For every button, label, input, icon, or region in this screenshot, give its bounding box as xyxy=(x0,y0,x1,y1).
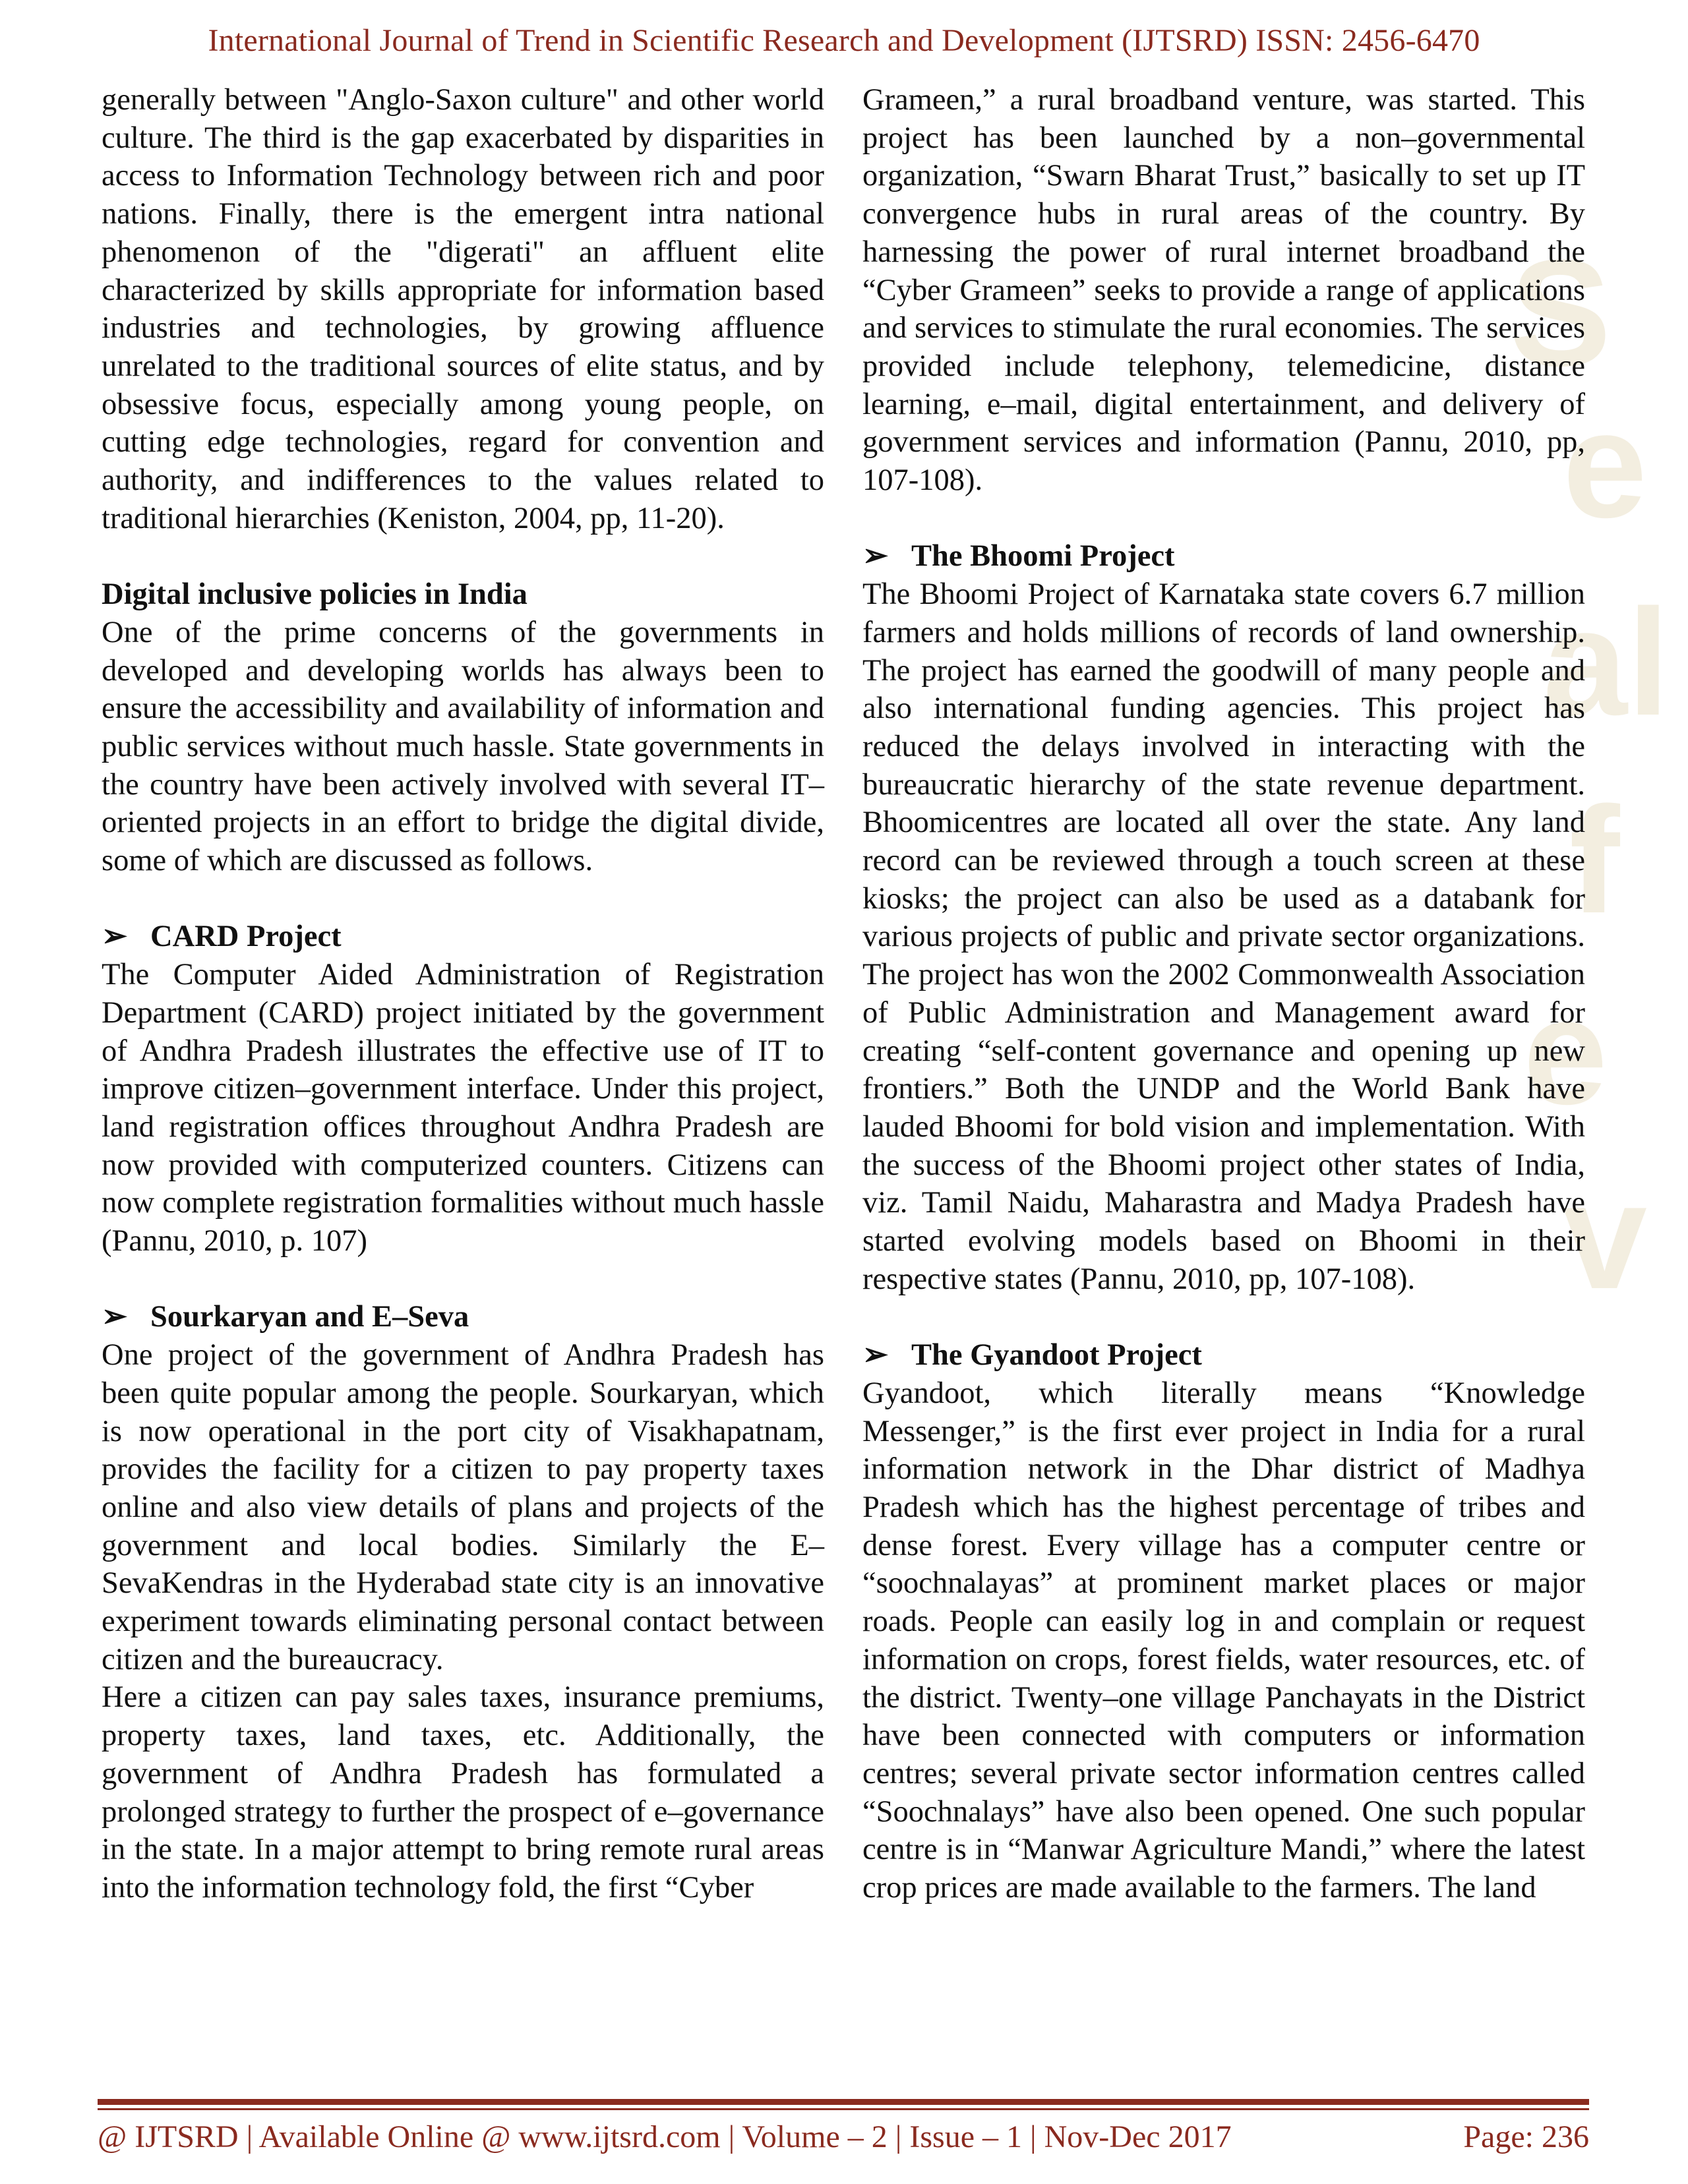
left-column xyxy=(102,81,824,1907)
paragraph: Here a citizen can pay sales taxes, insurance premiums, property taxes, land taxes, etc. Additionally, the government of Andhra Pradesh has formulated a prolonged strategy to further the prospect of e–governance in the state. In a major attempt to bring remote rural areas into the information technology fold, the first “Cyber xyxy=(102,1680,824,1904)
section-heading-gyandoot xyxy=(862,1336,1585,1374)
footer-rule xyxy=(98,2108,1589,2110)
paragraph: One project of the government of Andhra Pradesh has been quite popular among the people. Sourkaryan, which is now operational in the port city of Visakhapatnam, provides the facility for a citizen to pay property taxes online and also view details of plans and projects of the government and local bodies. Similarly the E–SevaKendras in the Hyderabad state city is an innovative experiment towards eliminating personal contact between citizen and the bureaucracy. xyxy=(102,1338,824,1676)
arrow-bullet-icon: ➢ xyxy=(862,539,888,574)
paragraph: The Computer Aided Administration of Registration Department (CARD) project initiated by the government of Andhra Pradesh illustrates the effective use of IT to improve citizen–government interface. Under this project, land registration offices throughout Andhra Pradesh are now provided with computerized counters. Citizens can now complete registration formalities without much hassle (Pannu, 2010, p. 107) xyxy=(102,958,824,1258)
section-heading-bhoomi xyxy=(862,537,1585,576)
page-footer xyxy=(98,2119,1589,2155)
arrow-bullet-icon: ➢ xyxy=(862,1338,888,1372)
page-number: Page: 236 xyxy=(1463,2119,1589,2154)
paragraph: One of the prime concerns of the governments in developed and developing worlds has always been to ensure the accessibility and availability of information and public services without much hassle. State governments in the country have been actively involved with several IT–oriented projects in an effort to bridge the digital divide, some of which are discussed as follows. xyxy=(102,615,824,878)
heading-text: Sourkaryan and E–Seva xyxy=(150,1300,469,1334)
paragraph: generally between "Anglo-Saxon culture" and other world culture. The third is the gap exacerbated by disparities in access to Information Technology between rich and poor nations. Finally, there is the emergent intra national phenomenon of the "digerati" an affluent elite characterized by skills appropriate for information based industries and technologies, by growing affluence unrelated to the traditional sources of elite status, and by obsessive focus, especially among young people, on cutting edge technologies, regard for convention and authority, and indifferences to the values related to traditional hierarchies (Keniston, 2004, pp, 11-20). xyxy=(102,83,824,535)
heading-text: CARD Project xyxy=(150,920,342,954)
paragraph: Gyandoot, which literally means “Knowledge Messenger,” is the first ever project in India for a rural information network in the Dhar district of Madhya Pradesh which has the highest percentage of tribes and dense forest. Every village has a computer centre or “soochnalayas” at prominent market places or major roads. People can easily log in and complain or request information on crops, forest fields, water resources, etc. of the district. Twenty–one village Panchayats in the District have been connected with computers or information centres; several private sector information centres called “Soochnalays” have also been opened. One such popular centre is in “Manwar Agriculture Mandi,” where the latest crop prices are made available to the farmers. The land xyxy=(862,1376,1585,1905)
section-heading-card xyxy=(102,918,824,956)
section-heading-seva xyxy=(102,1298,824,1336)
running-header: International Journal of Trend in Scientific Research and Development (IJTSRD) ISSN: 2456-6470 xyxy=(208,23,1480,58)
footer-info: @ IJTSRD | Available Online @ www.ijtsrd.com | Volume – 2 | Issue – 1 | Nov-Dec 2017 xyxy=(98,2119,1232,2154)
heading-text: The Bhoomi Project xyxy=(911,539,1175,574)
journal-watermark: S e al f e v xyxy=(1510,228,1670,1320)
section-heading-policies: Digital inclusive policies in India xyxy=(102,577,528,612)
footer-rule xyxy=(98,2099,1589,2105)
arrow-bullet-icon: ➢ xyxy=(102,1300,127,1334)
paragraph: The Bhoomi Project of Karnataka state covers 6.7 million farmers and holds millions of records of land ownership. The project has earned the goodwill of many people and also international funding agencies. This project has reduced the delays involved in interacting with the bureaucratic hierarchy of the state revenue department. Bhoomicentres are located all over the state. Any land record can be reviewed through a touch screen at these kiosks; the project can also be used as a databank for various projects of public and private sector organizations. The project has won the 2002 Commonwealth Association of Public Administration and Management award for creating “self-content governance and opening up new frontiers.” Both the UNDP and the World Bank have lauded Bhoomi for bold vision and implementation. With the success of the Bhoomi project other states of India, viz. Tamil Naidu, Maharastra and Madya Pradesh have started evolving models based on Bhoomi in their respective states (Pannu, 2010, pp, 107-108). xyxy=(862,577,1585,1296)
arrow-bullet-icon: ➢ xyxy=(102,920,127,954)
paragraph: Grameen,” a rural broadband venture, was started. This project has been launched by a non–governmental organization, “Swarn Bharat Trust,” basically to set up IT convergence hubs in rural areas of the country. By harnessing the power of rural internet broadband the “Cyber Grameen” seeks to provide a range of applications and services to stimulate the rural economies. The services provided include telephony, telemedicine, distance learning, e–mail, digital entertainment, and delivery of government services and information (Pannu, 2010, pp, 107-108). xyxy=(862,83,1585,498)
heading-text: The Gyandoot Project xyxy=(911,1338,1202,1372)
right-column xyxy=(862,81,1585,1907)
